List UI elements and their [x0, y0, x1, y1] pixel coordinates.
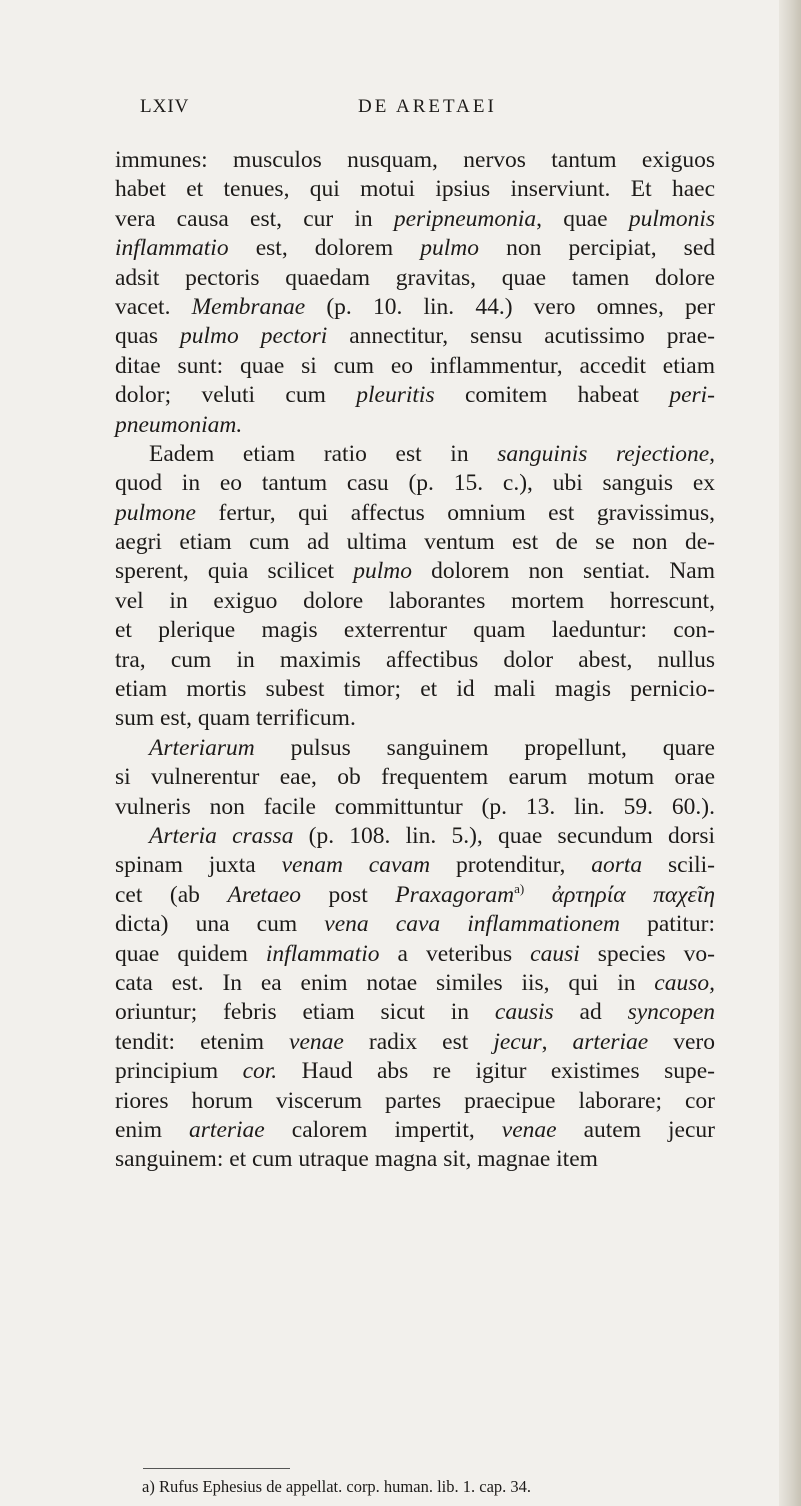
footnote-marker: a): [514, 880, 525, 896]
text-run: sperent, quia scilicet: [115, 558, 354, 585]
text-line: [115, 881, 715, 910]
text-run: (p. 10. lin. 44.) vero omnes, per: [305, 293, 715, 320]
text-line: [115, 264, 715, 293]
italic-run: pulmo: [353, 558, 412, 585]
text-run: pulsus sanguinem propellunt, quare: [254, 734, 715, 761]
text-line: [115, 205, 715, 234]
italic-run: peri-: [669, 382, 715, 409]
text-line: [115, 469, 715, 498]
text-line: [115, 322, 715, 351]
text-line: [115, 499, 715, 528]
text-run: annectitur, sensu acutissimo prae-: [327, 323, 715, 350]
text-line: [115, 734, 715, 763]
text-run: post: [301, 881, 396, 908]
italic-run: Arteriarum: [149, 734, 255, 761]
text-line: [115, 1028, 715, 1057]
text-line: [115, 998, 715, 1027]
text-line: [115, 146, 715, 175]
italic-run: pulmo: [420, 235, 479, 262]
text-run: et plerique magis exterrentur quam laeduntur: con-: [115, 617, 715, 644]
italic-run: Aretaeo: [227, 881, 302, 908]
text-run: cet (ab: [115, 881, 228, 908]
text-run: scili-: [642, 852, 715, 879]
text-line: [115, 528, 715, 557]
text-run: immunes: musculos nusquam, nervos tantum exiguos: [115, 147, 715, 173]
italic-run: arteriae: [189, 1116, 265, 1143]
text-run: Eadem etiam ratio est in: [149, 440, 498, 467]
text-line: [115, 1116, 715, 1145]
text-line: [115, 411, 715, 440]
italic-run: arteriae: [572, 1028, 649, 1055]
italic-run: pulmonis: [628, 205, 715, 232]
text-line: [115, 822, 715, 851]
text-run: spinam juxta: [115, 852, 282, 879]
text-run: etiam mortis subest timor; et id mali magis pernicio-: [115, 676, 715, 703]
text-run: patitur:: [620, 911, 715, 938]
text-line: [115, 646, 715, 675]
text-run: ,: [541, 1028, 573, 1055]
text-run: vera causa est, cur in: [115, 205, 394, 232]
text-run: , quae: [536, 205, 629, 232]
italic-run: pneumoniam.: [115, 411, 243, 438]
italic-run: causis: [494, 999, 554, 1026]
text-run: fertur, qui affectus omnium est gravissimus,: [195, 499, 715, 526]
italic-run: sanguinis rejectione,: [497, 440, 715, 467]
text-run: [524, 882, 552, 908]
text-run: Haud abs re igitur existimes supe-: [277, 1058, 715, 1085]
italic-run: pulmone: [115, 499, 196, 526]
text-run: si vulnerentur eae, ob frequentem earum motum orae: [115, 764, 715, 791]
text-run: autem jecur: [556, 1116, 715, 1143]
text-run: (p. 108. lin. 5.), quae secundum dorsi: [293, 822, 716, 849]
text-line: [115, 675, 715, 704]
text-run: dolorem non sentiat. Nam: [411, 558, 716, 585]
text-run: non percipiat, sed: [479, 235, 716, 262]
text-line: [115, 557, 715, 586]
italic-run: venam cavam: [281, 852, 431, 879]
italic-run: Praxagoram: [395, 881, 515, 908]
italic-run: venae: [289, 1028, 344, 1055]
italic-run: inflammatio: [115, 235, 229, 262]
page-edge: [779, 0, 801, 1506]
text-run: principium: [115, 1058, 243, 1085]
text-run: a veteribus: [379, 940, 531, 967]
footnote-rule: [143, 1468, 290, 1469]
text-run: ditae sunt: quae si cum eo inflammentur, accedit etiam: [115, 352, 715, 379]
text-run: aegri etiam cum ad ultima ventum est de se non de-: [115, 529, 715, 556]
italic-run: syncopen: [627, 999, 715, 1026]
text-run: species vo-: [579, 940, 716, 967]
text-run: tendit: etenim: [115, 1028, 290, 1055]
text-run: habet et tenues, qui motui ipsius inserviunt. Et haec: [115, 176, 715, 203]
text-run: quas: [115, 323, 181, 350]
italic-run: cor.: [242, 1058, 278, 1085]
text-run: sanguinem: et cum utraque magna sit, magnae item: [115, 1146, 598, 1173]
text-run: tra, cum in maximis affectibus dolor abest, nullus: [115, 646, 715, 673]
italic-run: pulmo pectori: [180, 323, 328, 350]
text-line: [115, 587, 715, 616]
text-line: [115, 381, 715, 410]
italic-run: Arteria crassa: [149, 822, 294, 849]
text-line: [115, 969, 715, 998]
text-line: [115, 1145, 715, 1174]
text-line: [115, 293, 715, 322]
text-line: [115, 940, 715, 969]
text-line: [115, 1057, 715, 1086]
footnote: a) Rufus Ephesius de appellat. corp. human. lib. 1. cap. 34.: [142, 1477, 532, 1496]
page-number: LXIV: [140, 96, 190, 117]
text-run: ad: [553, 999, 628, 1026]
text-run: cata est. In ea enim notae similes iis, qui in: [115, 969, 655, 996]
text-line: [115, 616, 715, 645]
main-text: [115, 146, 715, 1175]
text-run: quod in eo tantum casu (p. 15. c.), ubi sanguis ex: [115, 470, 715, 497]
text-run: riores horum viscerum partes praecipue laborare; cor: [115, 1087, 715, 1114]
running-header: [140, 96, 710, 124]
italic-run: causi: [530, 940, 580, 967]
text-run: enim: [115, 1116, 190, 1143]
italic-run: causo,: [654, 969, 715, 996]
text-line: [115, 234, 715, 263]
text-run: dicta) una cum: [115, 911, 325, 938]
text-run: radix est: [343, 1028, 494, 1055]
text-line: [115, 793, 715, 822]
text-line: [115, 1087, 715, 1116]
text-run: vel in exiguo dolore laborantes mortem horrescunt,: [115, 587, 715, 614]
text-line: [115, 704, 715, 733]
italic-run: venae: [501, 1116, 557, 1143]
italic-run: aorta: [591, 852, 643, 879]
text-run: dolor; veluti cum: [115, 382, 357, 409]
italic-run: peripneumonia: [393, 205, 537, 232]
text-run: quae quidem: [115, 940, 266, 967]
italic-run: inflammatio: [265, 940, 380, 967]
text-line: [115, 763, 715, 792]
text-run: comitem habeat: [434, 382, 670, 409]
text-run: vulneris non facile committuntur (p. 13. lin. 59. 60.).: [115, 793, 715, 820]
text-run: calorem impertit,: [264, 1116, 502, 1143]
text-line: [115, 851, 715, 880]
italic-run: jecur: [493, 1028, 542, 1055]
text-run: est, dolorem: [228, 235, 421, 262]
text-run: vacet.: [115, 293, 192, 320]
text-run: adsit pectoris quaedam gravitas, quae tamen dolore: [115, 264, 715, 291]
text-line: [115, 175, 715, 204]
text-line: [115, 352, 715, 381]
text-line: [115, 910, 715, 939]
text-run: vero: [648, 1028, 716, 1055]
text-line: [115, 440, 715, 469]
italic-run: Membranae: [191, 293, 306, 320]
text-run: sum est, quam terrificum.: [115, 705, 356, 732]
italic-run: pleuritis: [356, 382, 435, 409]
italic-run: ἀρτηρία παχεῖη: [551, 881, 715, 908]
text-run: protenditur,: [430, 852, 592, 879]
italic-run: vena cava inflammationem: [324, 911, 620, 938]
text-run: oriuntur; febris etiam sicut in: [115, 999, 495, 1026]
running-title: DE ARETAEI: [358, 96, 497, 117]
